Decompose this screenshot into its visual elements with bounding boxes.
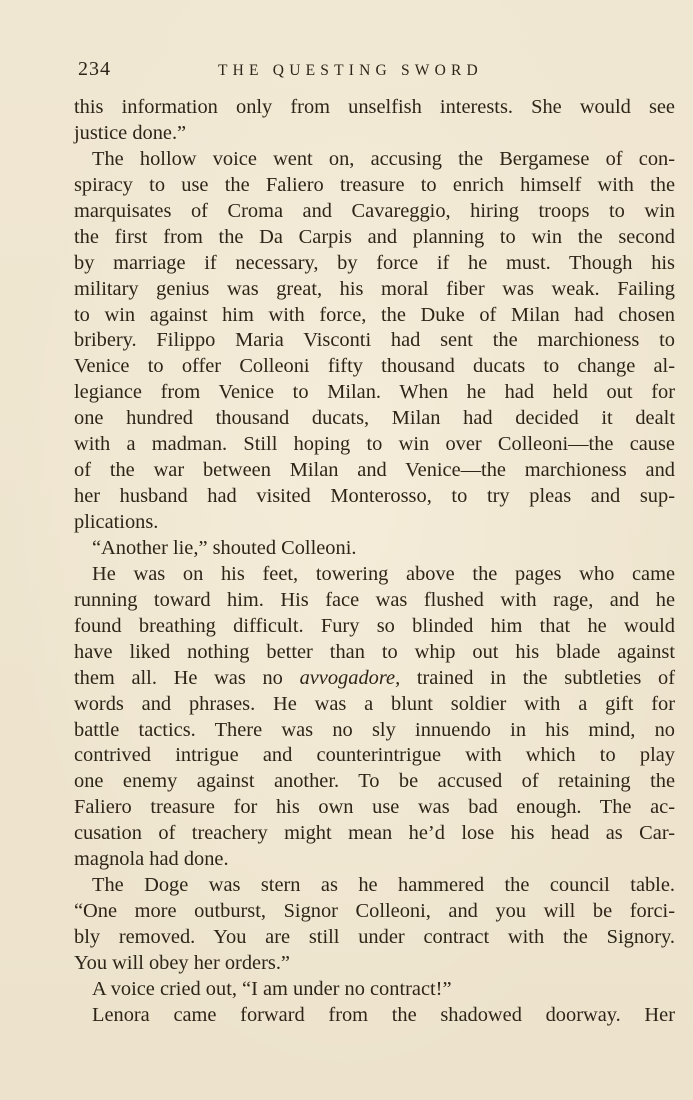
text-line: by marriage if necessary, by force if he must. Though his bbox=[74, 251, 675, 274]
text-segment: trained in the subtleties of bbox=[400, 666, 675, 689]
text-line: military genius was great, his moral fiber was weak. Failing bbox=[74, 277, 675, 300]
text-line: plications. bbox=[74, 511, 159, 533]
text-line: the first from the Da Carpis and planning to win the second bbox=[74, 225, 675, 248]
text-line: have liked nothing better than to whip out his blade against bbox=[74, 640, 675, 663]
paragraph-start-line: Lenora came forward from the shadowed doorway. Her bbox=[92, 1003, 675, 1026]
text-line: one enemy against another. To be accused of retaining the bbox=[74, 770, 675, 793]
running-head: THE QUESTING SWORD bbox=[218, 62, 483, 79]
text-line: Venice to offer Colleoni fifty thousand ducats to change al- bbox=[74, 355, 675, 378]
text-line: bribery. Filippo Maria Visconti had sent the marchioness to bbox=[74, 329, 675, 352]
body-text bbox=[74, 95, 675, 1029]
text-line: bly removed. You are still under contract with the Signory. bbox=[74, 926, 675, 948]
text-line: contrived intrigue and counterintrigue with which to play bbox=[74, 744, 675, 767]
text-line: with a madman. Still hoping to win over Colleoni—the cause bbox=[74, 433, 675, 456]
text-line: battle tactics. There was no sly innuendo in his mind, no bbox=[74, 718, 675, 741]
text-line: of the war between Milan and Venice—the marchioness and bbox=[74, 459, 675, 482]
paragraph-start-line: “Another lie,” shouted Colleoni. bbox=[92, 536, 357, 559]
text-line: her husband had visited Monterosso, to try pleas and sup- bbox=[74, 485, 675, 508]
text-line: marquisates of Croma and Cavareggio, hiring troops to win bbox=[74, 199, 675, 222]
paragraph-start-line: He was on his feet, towering above the pages who came bbox=[92, 562, 675, 585]
text-line-with-italic bbox=[74, 666, 675, 692]
italic-word: avvogadore, bbox=[299, 666, 401, 689]
text-line: this information only from unselfish interests. She would see bbox=[74, 96, 675, 118]
page-header bbox=[78, 58, 675, 84]
text-line: Faliero treasure for his own use was bad enough. The ac- bbox=[74, 796, 675, 819]
text-line: running toward him. His face was flushed with rage, and he bbox=[74, 588, 675, 611]
text-line: to win against him with force, the Duke of Milan had chosen bbox=[74, 303, 675, 326]
text-line: “One more outburst, Signor Colleoni, and you will be forci- bbox=[74, 900, 675, 923]
text-line: one hundred thousand ducats, Milan had decided it dealt bbox=[74, 407, 675, 430]
text-segment: them all. He was no bbox=[74, 666, 300, 689]
paragraph-start-line: The hollow voice went on, accusing the Bergamese of con- bbox=[92, 147, 675, 170]
text-line: You will obey her orders.” bbox=[74, 951, 290, 974]
text-line: found breathing difficult. Fury so blinded him that he would bbox=[74, 614, 675, 637]
text-line: magnola had done. bbox=[74, 848, 229, 871]
page-number: 234 bbox=[78, 58, 111, 80]
text-line: cusation of treachery might mean he’d lose his head as Car- bbox=[74, 822, 675, 845]
paragraph-start-line: The Doge was stern as he hammered the council table. bbox=[92, 874, 675, 897]
paragraph-start-line: A voice cried out, “I am under no contract!” bbox=[92, 977, 452, 1000]
text-line: justice done.” bbox=[74, 121, 187, 144]
text-line: legiance from Venice to Milan. When he had held out for bbox=[74, 381, 675, 404]
text-line: spiracy to use the Faliero treasure to enrich himself with the bbox=[74, 173, 675, 196]
text-line: words and phrases. He was a blunt soldier with a gift for bbox=[74, 692, 675, 715]
